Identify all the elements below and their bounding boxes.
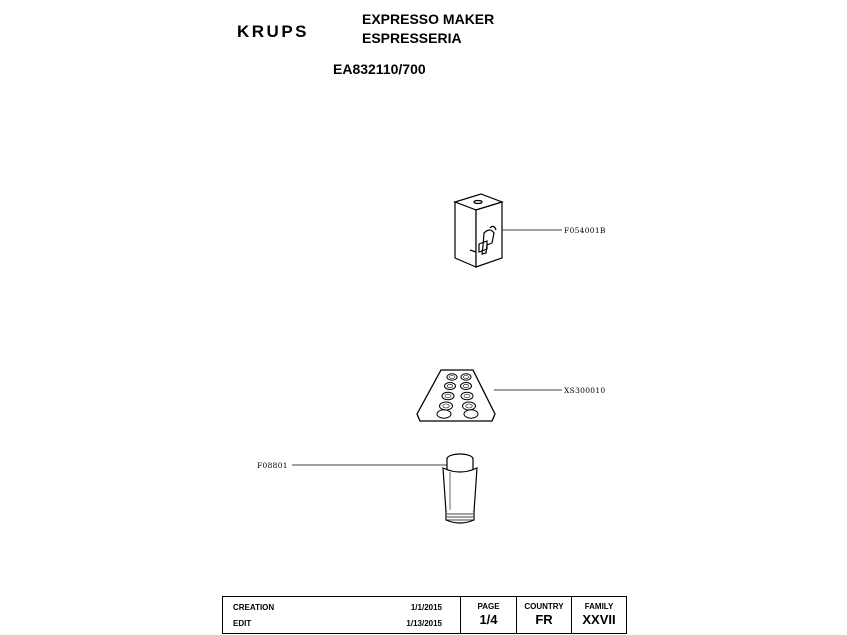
part-label-f08801: F08801 xyxy=(257,461,288,470)
page-label: PAGE xyxy=(477,602,500,611)
product-title: EXPRESSO MAKER xyxy=(362,11,495,27)
page-value: 1/4 xyxy=(479,612,498,627)
cleaning-tablets-blister-illustration xyxy=(417,370,495,421)
family-cell xyxy=(572,597,626,633)
country-label: COUNTRY xyxy=(524,602,564,611)
water-filter-cartridge-illustration xyxy=(443,454,477,523)
part-label-f054001b: F054001B xyxy=(564,226,606,235)
creation-label: CREATION xyxy=(233,603,275,612)
country-value: FR xyxy=(535,612,553,627)
page-cell xyxy=(461,597,517,633)
edit-date: 1/13/2015 xyxy=(406,619,442,628)
model-number: EA832110/700 xyxy=(333,61,426,77)
descaling-box-illustration xyxy=(455,194,502,267)
family-value: XXVII xyxy=(582,612,616,627)
part-label-xs300010: XS300010 xyxy=(564,386,606,395)
title-block xyxy=(222,596,627,634)
creation-date: 1/1/2015 xyxy=(410,603,442,612)
family-label: FAMILY xyxy=(584,602,614,611)
country-cell xyxy=(517,597,572,633)
dates-cell xyxy=(223,597,461,633)
edit-label: EDIT xyxy=(233,619,252,628)
brand-logo: KRUPS xyxy=(237,22,310,41)
product-subtitle: ESPRESSERIA xyxy=(362,30,462,46)
